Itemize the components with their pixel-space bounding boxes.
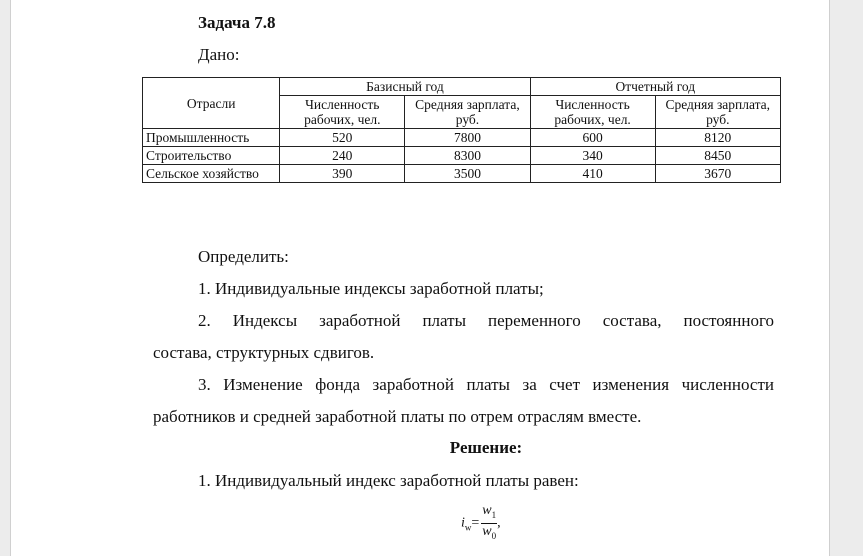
subheader-base-headcount: Численность рабочих, чел. — [280, 96, 405, 129]
row-industry: Строительство — [143, 147, 280, 165]
determine-label: Определить: — [198, 247, 289, 266]
data-table — [142, 77, 781, 183]
task-item-2-line-1: 2. Индексы заработной платы переменного состава, постоянного — [198, 311, 774, 330]
formula-denominator: $w_0$ — [482, 523, 497, 541]
row-report-headcount: 600 — [530, 129, 655, 147]
row-base-salary: 7800 — [405, 129, 530, 147]
row-report-headcount: 410 — [530, 165, 655, 183]
row-industry: Сельское хозяйство — [143, 165, 280, 183]
task-item-2-line-2: состава, структурных сдвигов. — [153, 343, 375, 362]
task-item-1: 1. Индивидуальные индексы заработной платы; — [198, 279, 544, 298]
row-report-salary: 8450 — [655, 147, 780, 165]
solution-heading: Решение: — [449, 438, 523, 457]
header-industry: Отрасли — [143, 78, 280, 129]
header-base-year: Базисный год — [280, 78, 530, 96]
table-row — [143, 147, 781, 165]
row-base-headcount: 390 — [280, 165, 405, 183]
formula-lhs-sub: w — [464, 522, 472, 533]
salary-index-formula — [461, 503, 501, 544]
row-industry: Промышленность — [143, 129, 280, 147]
formula-equals: = — [471, 515, 480, 531]
task-item-3-line-1: 3. Изменение фонда заработной платы за счет изменения численности — [198, 375, 774, 394]
row-base-headcount: 520 — [280, 129, 405, 147]
task-item-3-line-2: работников и средней заработной платы по отрем отраслям вместе. — [153, 407, 642, 426]
subheader-base-salary: Средняя зарплата, руб. — [405, 96, 530, 129]
given-label: Дано: — [198, 45, 240, 64]
table-row — [143, 165, 781, 183]
formula-comma: , — [497, 515, 501, 531]
row-report-salary: 8120 — [655, 129, 780, 147]
row-base-headcount: 240 — [280, 147, 405, 165]
formula-numerator: $w_1$ — [481, 503, 497, 524]
row-base-salary: 8300 — [405, 147, 530, 165]
subheader-report-salary: Средняя зарплата, руб. — [655, 96, 780, 129]
subheader-report-headcount: Численность рабочих, чел. — [530, 96, 655, 129]
table-row — [143, 129, 781, 147]
solution-item-1: 1. Индивидуальный индекс заработной платы равен: — [198, 471, 579, 490]
task-title: Задача 7.8 — [198, 13, 276, 32]
row-report-headcount: 340 — [530, 147, 655, 165]
header-report-year: Отчетный год — [530, 78, 780, 96]
formula-fraction — [481, 503, 497, 544]
row-report-salary: 3670 — [655, 165, 780, 183]
row-base-salary: 3500 — [405, 165, 530, 183]
page-margin-left — [0, 0, 11, 556]
page-margin-right — [829, 0, 863, 556]
formula-lhs: i — [461, 515, 465, 531]
